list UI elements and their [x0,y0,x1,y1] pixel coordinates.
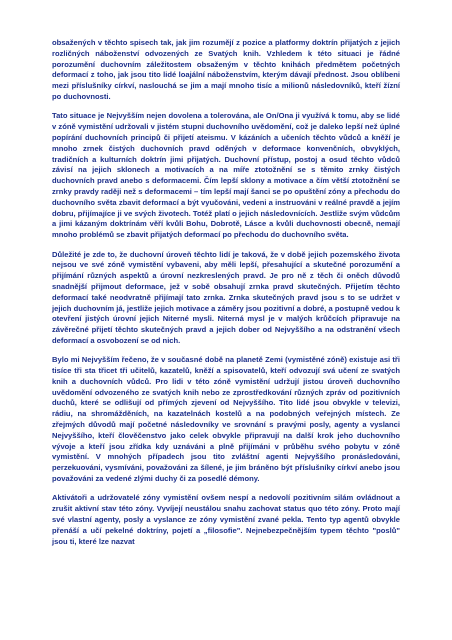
paragraph-4: Bylo mi Nejvyšším řečeno, že v současné době na planetě Zemi (vymistěné zóně) existuje asi tři tisíce tři sta třicet tři učitelů, kazatelů, kněží a spisovatelů, kteří odvozují svá učení ze svatých knih a duchovních vůdců. Pro lidi v této zóně vymistění udržují jistou úroveň duchovního uvědomění odvozeného ze svatých knih nebo ze zprostředkování různých zpráv od pozitivních duchů, které se odlišují od přímých zjevení od Nejvyššího. Tito lidé jsou obvykle v televizi, rádiu, na shromážděních, na kazatelnách kostelů a na podobných veřejných místech. Ze zřejmých důvodů mají početné následovníky ve srovnání s pravými posly, agenty a vyslanci Nejvyššího, kteří člověčenstvo jako celek obvykle připravují na další krok jeho duchovního vývoje a kteří jsou zřídka kdy uznáváni a plně přijímáni v průběhu svého pobytu v zóně vymistění. V mnohých případech jsou tito zvláštní agenti Nejvyššího pronásledováni, perzekuováni, vysmíváni, považováni za šílené, je jim bráněno být příslušníky církví anebo jsou považováni za vedené zlými duchy či za posedlé démony. [52,355,400,484]
paragraph-2: Tato situace je Nejvyšším nejen dovolena a tolerována, ale On/Ona ji využívá k tomu, aby se lidé v zóně vymistění udržovali v jistém stupni duchovního uvědomění, což je daleko lepší než úplné popírání duchovních principů či přijetí ateismu. V kázáních a učeních těchto vůdců a kněží je mnoho zrnek čistých duchovních pravd oděných v deformace konvenčních, obvyklých, tradičních a kulturních doktrín jimi přijatých. Duchovní přístup, postoj a osud těchto vůdců závisí na jejich sklonech a motivacích a na míře ztotožnění se s těmito zrnky čistých duchovních pravd anebo s deformacemi. Čím lepší sklony a motivace a čím větší ztotožnění se zrnky pravdy raději než s deformacemi – tím lepší mají šanci se po opuštění zóny a přechodu do duchovního světa zbavit deformací a být vyučováni, vedeni a instruováni v reálné pravdě a jejím dobru, přijímajíce ji ve svých životech. Totéž platí o jejich následovnících. Jestliže svým vůdcům a jimi kázaným doktrínám věří kvůli Bohu, Dobrotě, Lásce a kvůli duchovnosti obecně, nemají mnoho problémů se zbavit přijatých deformací po přechodu do duchovního světa. [52,111,400,240]
paragraph-3: Důležité je zde to, že duchovní úroveň těchto lidí je taková, že v době jejich pozemského života nejsou ve své zóně vymistění vybaveni, aby měli lepší, přesahující a skutečné porozumění a přijímání různých aspektů a úrovní nezkreslených pravd. Je pro ně z těch či oněch důvodů snadnější přijmout deformace, jež v sobě obsahují zrnka pravd skutečných. Přijetím těchto deformací také neodvratně přijímají tato zrnka. Zrnka skutečných pravd jsou s to se udržet v jejich duchovním já, jestliže jejich motivace a záměry jsou pozitivní a dobré, a postupně vedou k otevření jistých úrovní jejich Niterné mysli. Niterná mysl je v malých krůčcích připravuje na závěrečné přijetí těchto skutečných pravd a jejich dober od Nejvyššího a na odstranění všech deformací a osvobození se od nich. [52,249,400,345]
paragraph-1: obsažených v těchto spisech tak, jak jim rozumějí z pozice a platformy doktrín přijatých z jejich rozličných náboženství odvozených ze Svatých knih. Vzhledem k této situaci je řádné porozumění duchovním záležitostem obsaženým v těchto knihách předmětem početných deformací z toho, jak jsou tito lidé loajální náboženstvím, kterým dávají přednost. Jsou oblíbeni mezi příslušníky církví, naslouchá se jim a mají mnoho tisíc a milionů následovníků, kteří žízní po duchovnosti. [52,38,400,101]
paragraph-5: Aktivátoři a udržovatelé zóny vymistění ovšem nespí a nedovolí pozitivním silám ovládnout a zrušit aktivní stav této zóny. Vyvíjejí neustálou snahu zachovat status quo této zóny. Proto mají své vlastní agenty, posly a vyslance ze zóny vymistění zvané pekla. Tento typ agentů obvykle přenáší a učí pekelné doktríny, pojetí a „filosofie". Nejnebezpečnějším typem těchto "poslů" jsou ti, které lze nazvat [52,493,400,546]
